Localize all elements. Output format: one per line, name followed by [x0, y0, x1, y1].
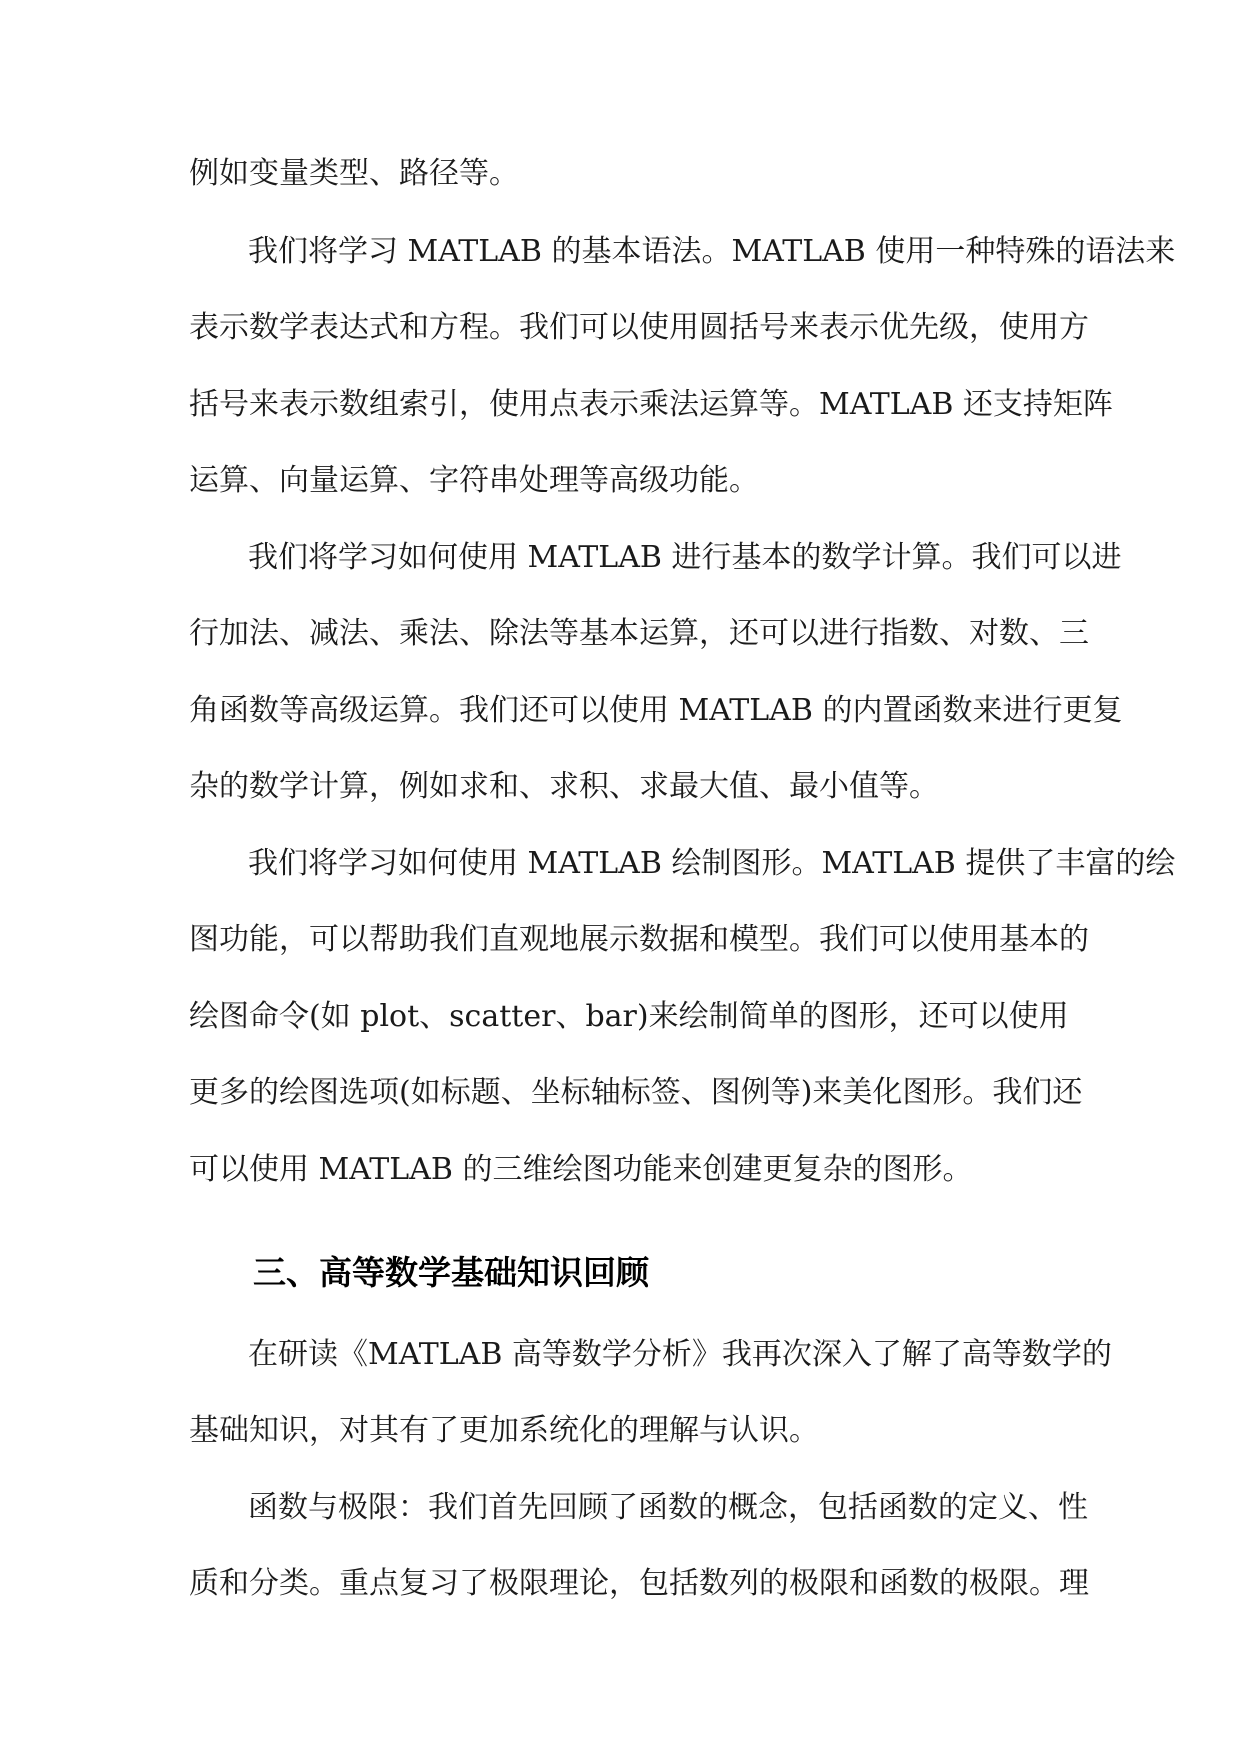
- text-line: 角函数等高级运算。我们还可以使用 MATLAB 的内置函数来进行更复: [189, 693, 1123, 728]
- paragraph-first-line: 我们将学习如何使用 MATLAB 进行基本的数学计算。我们可以进: [248, 540, 1122, 575]
- paragraph-first-line: 我们将学习 MATLAB 的基本语法。MATLAB 使用一种特殊的语法来: [248, 234, 1176, 269]
- text-line: 杂的数学计算，例如求和、求积、求最大值、最小值等。: [189, 769, 939, 804]
- text-line: 更多的绘图选项(如标题、坐标轴标签、图例等)来美化图形。我们还: [189, 1075, 1083, 1110]
- text-line: 运算、向量运算、字符串处理等高级功能。: [189, 463, 759, 498]
- text-line: 表示数学表达式和方程。我们可以使用圆括号来表示优先级，使用方: [189, 310, 1089, 345]
- text-line: 基础知识，对其有了更加系统化的理解与认识。: [189, 1413, 819, 1448]
- paragraph-first-line: 在研读《MATLAB 高等数学分析》我再次深入了解了高等数学的: [248, 1337, 1112, 1372]
- text-line: 绘图命令(如 plot、scatter、bar)来绘制简单的图形，还可以使用: [189, 999, 1069, 1034]
- paragraph-first-line: 函数与极限：我们首先回顾了函数的概念，包括函数的定义、性: [248, 1490, 1088, 1525]
- text-line: 例如变量类型、路径等。: [189, 156, 519, 191]
- paragraph-first-line: 我们将学习如何使用 MATLAB 绘制图形。MATLAB 提供了丰富的绘: [248, 846, 1176, 881]
- section-heading: 三、高等数学基础知识回顾: [253, 1253, 649, 1292]
- text-line: 行加法、减法、乘法、除法等基本运算，还可以进行指数、对数、三: [189, 616, 1089, 651]
- text-line: 括号来表示数组索引，使用点表示乘法运算等。MATLAB 还支持矩阵: [189, 387, 1113, 422]
- text-line: 可以使用 MATLAB 的三维绘图功能来创建更复杂的图形。: [189, 1152, 973, 1187]
- text-line: 质和分类。重点复习了极限理论，包括数列的极限和函数的极限。理: [189, 1566, 1089, 1601]
- text-line: 图功能，可以帮助我们直观地展示数据和模型。我们可以使用基本的: [189, 922, 1089, 957]
